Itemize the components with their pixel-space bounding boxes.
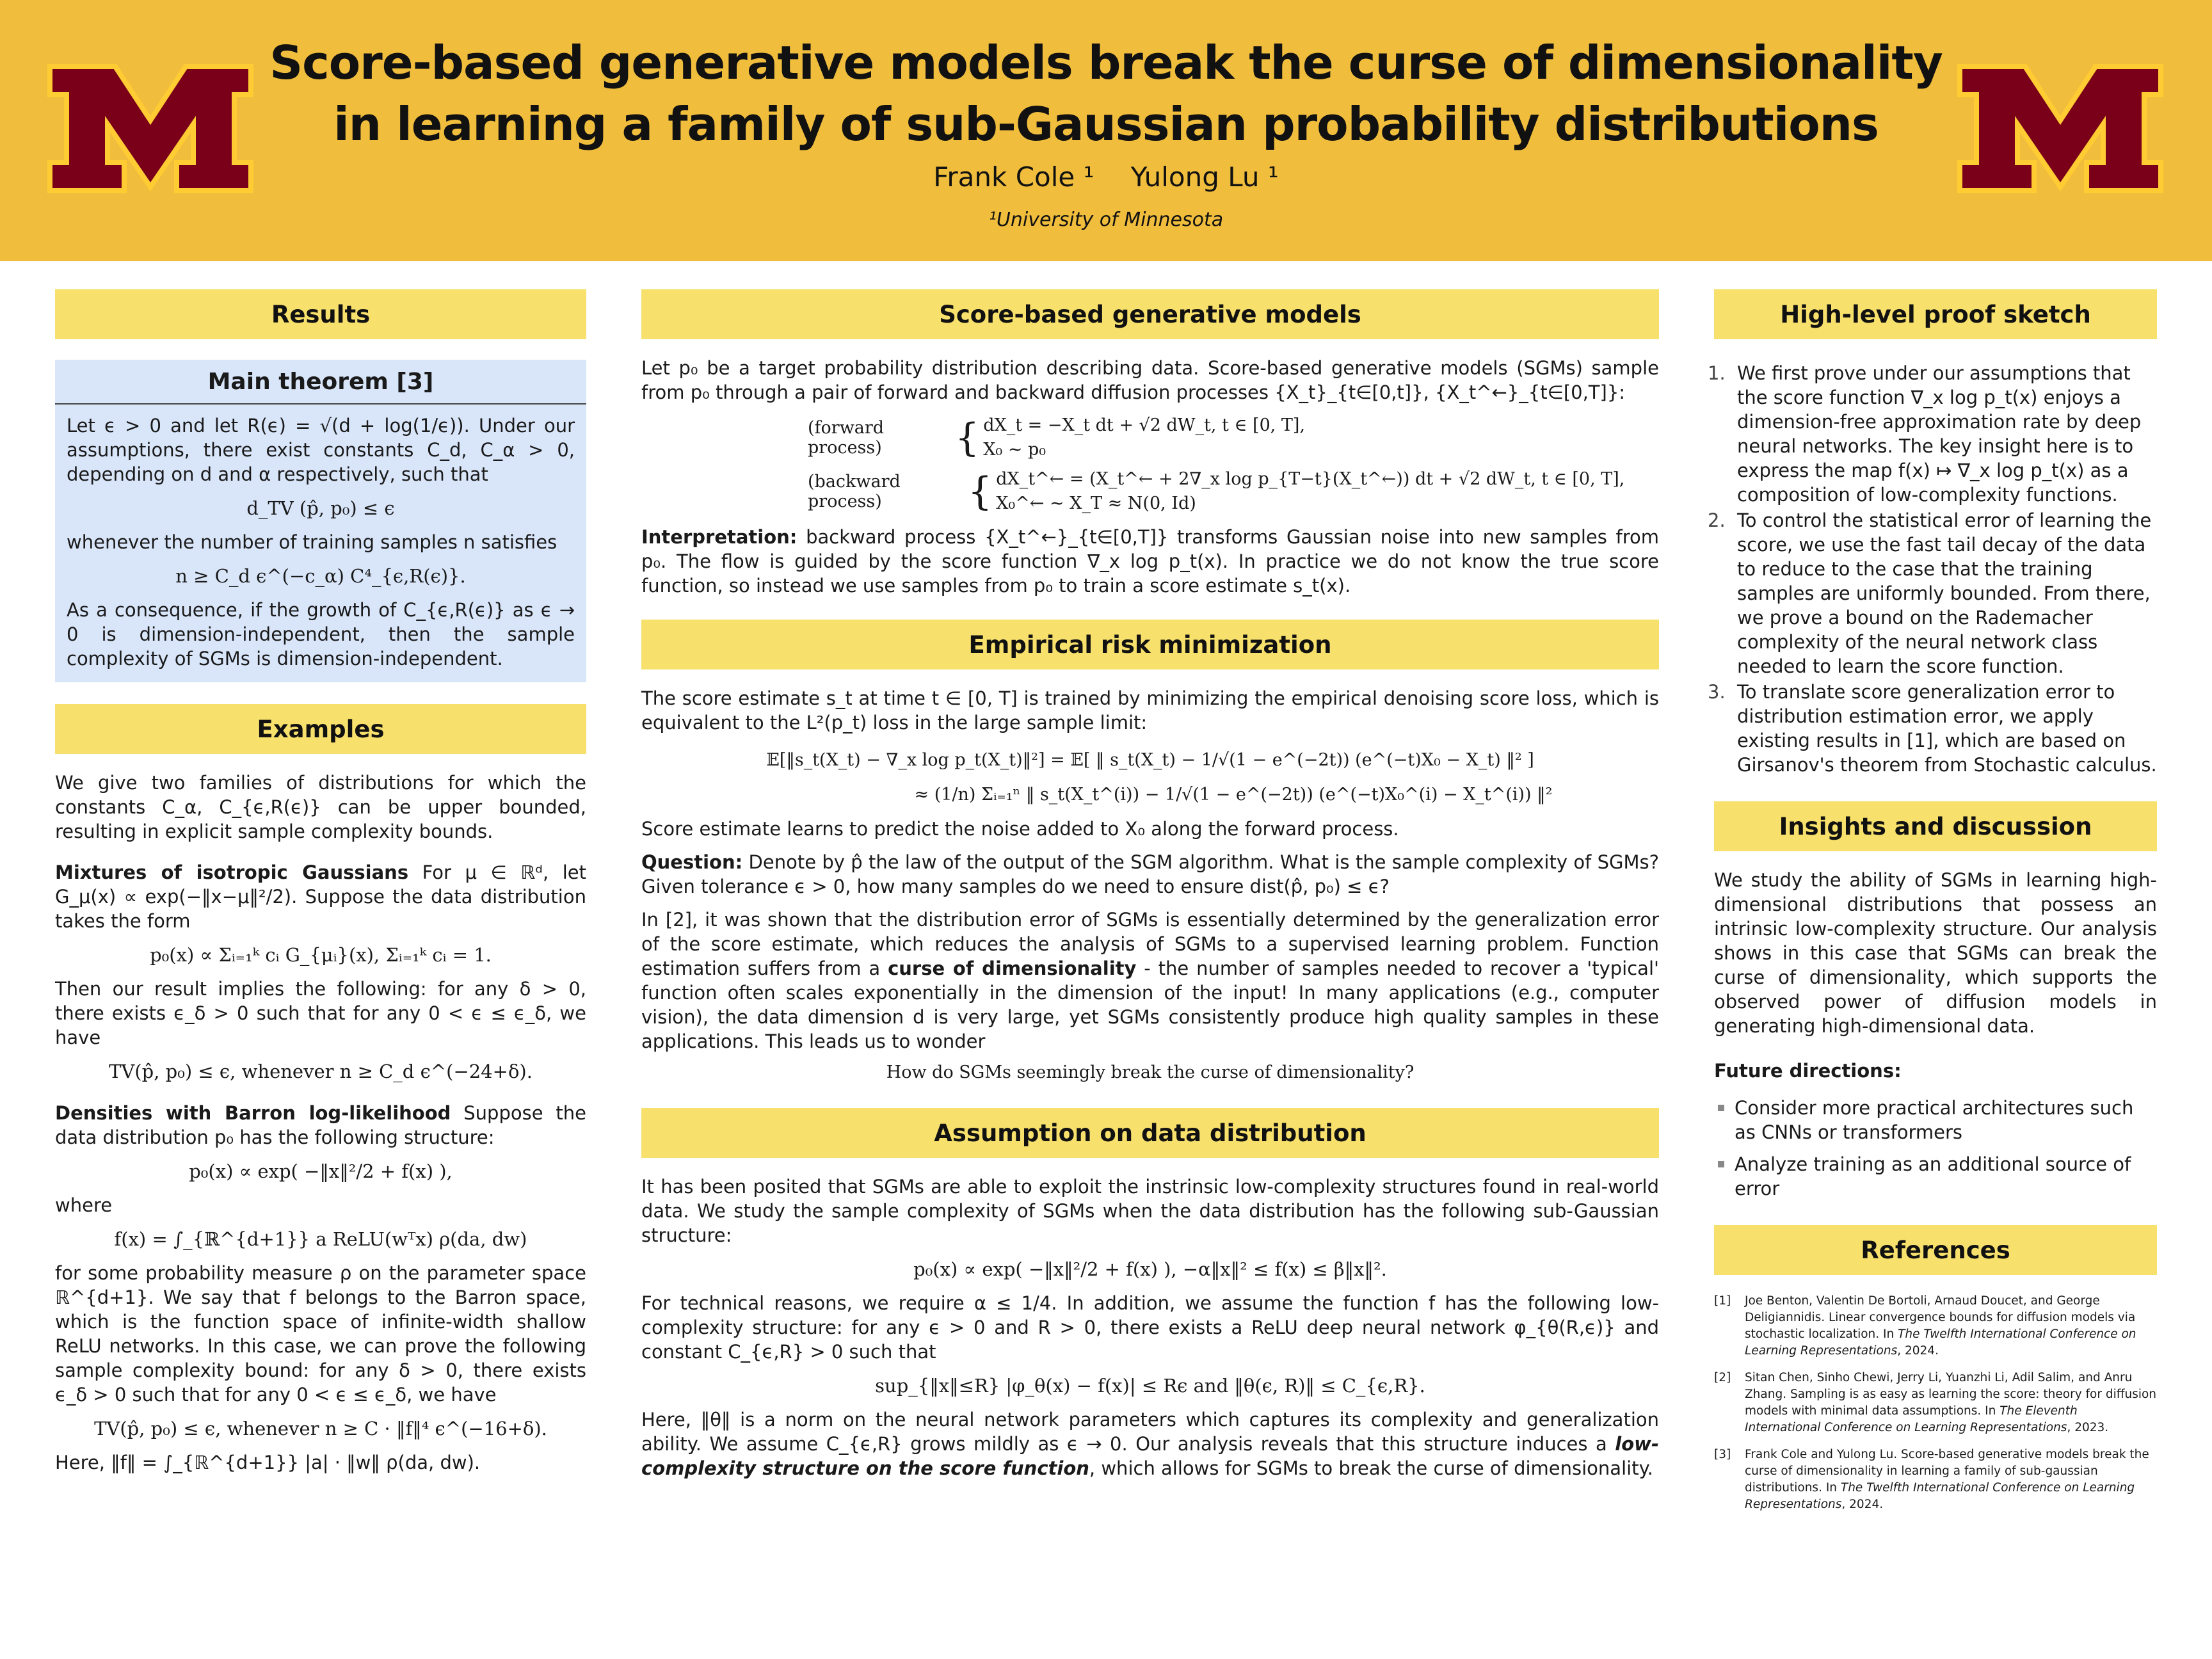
paragraph	[641, 1407, 1659, 1480]
left-brace: {	[968, 469, 993, 514]
theorem-equation: d_TV (p̂, p₀) ≤ ϵ	[246, 497, 395, 519]
reference-number: [1]	[1714, 1294, 1731, 1308]
section-heading-references: References	[1714, 1225, 2157, 1275]
process-equation: X₀^← ∼ X_T ≈ N(0, Id)	[996, 493, 1196, 513]
step-text: To translate score generalization error to distribution estimation error, we apply existing results in [1], which are based on Girsanov's theorem from Stochastic calculus.	[1737, 681, 2157, 776]
poster-header	[0, 0, 2212, 261]
process-label: (forward process)	[808, 418, 885, 458]
theorem-text: whenever the number of training samples n satisfies	[67, 531, 557, 553]
proof-steps	[1708, 361, 2157, 777]
right-column	[1708, 289, 2157, 1523]
reference-text: Sitan Chen, Sinho Chewi, Jerry Li, Yuanzhi Li, Adil Salim, and Anru Zhang. Sampling is as easy as learning the score: theory for diffusion models with minimal data assumptions. In	[1745, 1371, 2157, 1418]
reference-item	[1714, 1293, 2157, 1359]
process-equation: dX_t = −X_t dt + √2 dW_t, t ∈ [0, T],	[983, 415, 1306, 435]
paragraph: Let p₀ be a target probability distribution describing data. Score-based generative models (SGMs) sample from p₀ through a pair of forward and backward diffusion processes {X_t}_{t∈[0,t]}, {X_t^←}_{t∈[0,T]}:	[641, 357, 1659, 403]
question-label: Question:	[641, 851, 743, 873]
theorem-consequence: As a consequence, if the growth of C_{ϵ,R(ϵ)} as ϵ → 0 is dimension-independent, then the sample complexity of SGMs is dimension-independent.	[67, 599, 575, 669]
reference-venue: The Twelfth International Conference on Learning Representations	[1745, 1481, 2135, 1511]
section-heading-assumption: Assumption on data distribution	[641, 1108, 1659, 1158]
example-barron	[55, 1101, 586, 1150]
paragraph: Score estimate learns to predict the noise added to X₀ along the forward process.	[641, 818, 1399, 840]
interpretation	[641, 525, 1659, 598]
reference-venue: The Eleventh International Conference on Learning Representations	[1745, 1404, 2078, 1434]
references-list	[1714, 1293, 2157, 1513]
step-number: 3.	[1708, 681, 1726, 703]
process-equation: dX_t^← = (X_t^← + 2∇_x log p_{T−t}(X_t^←)) dt + √2 dW_t, t ∈ [0, T],	[996, 469, 1625, 489]
paragraph: The score estimate s_t at time t ∈ [0, T] is trained by minimizing the empirical denoising score loss, which is equivalent to the L²(p_t) loss in the large sample limit:	[641, 687, 1659, 733]
reference-text: Frank Cole and Yulong Lu. Score-based generative models break the curse of dimensionality in learning a family of sub-gaussian distributions. In	[1745, 1448, 2149, 1495]
equation: p₀(x) ∝ exp( −‖x‖²/2 + f(x) ), −α‖x‖² ≤ f(x) ≤ β‖x‖².	[913, 1258, 1387, 1280]
equation: f(x) = ∫_{ℝ^{d+1}} a ReLU(wᵀx) ρ(da, dw)	[114, 1228, 527, 1250]
future-directions-heading: Future directions:	[1714, 1060, 1902, 1082]
university-m-logo	[45, 61, 256, 196]
process-label: (backward process)	[808, 472, 901, 511]
author-2: Yulong Lu ¹	[1130, 161, 1279, 193]
step-text: We first prove under our assumptions that the score function ∇_x log p_t(x) enjoys a dimension-free approximation rate by deep neural networks. The key insight here is to express the map f(x) ↦ ∇_x log p_t(x) as a composition of low-complexity functions.	[1737, 362, 2142, 506]
section-heading-examples: Examples	[55, 704, 586, 754]
paragraph: We study the ability of SGMs in learning high-dimensional distributions that possess an intrinsic low-complexity structure. Our analysis shows in this case that SGMs can break the curse of dimensionality, which supports the observed power of diffusion models in generating high-dimensional data.	[1714, 869, 2157, 1037]
equation: TV(p̂, p₀) ≤ ϵ, whenever n ≥ C · ‖f‖⁴ ϵ^(−16+δ).	[94, 1418, 547, 1439]
reference-number: [3]	[1714, 1448, 1731, 1461]
equation: TV(p̂, p₀) ≤ ϵ, whenever n ≥ C_d ϵ^(−24+δ).	[109, 1061, 533, 1082]
paragraph: For technical reasons, we require α ≤ 1/4. In addition, we assume the function f has the following low-complexity structure: for any ϵ > 0 and R > 0, there exists a ReLU deep neural network φ_{θ(R,ϵ)} and constant C_{ϵ,R} > 0 such that	[641, 1292, 1659, 1363]
loss-equation: ≈ (1/n) Σᵢ₌₁ⁿ ‖ s_t(X_t^(i)) − 1/√(1 − e^(−2t)) (e^(−t)X₀^(i) − X_t^(i)) ‖²	[914, 785, 1553, 805]
equation: p₀(x) ∝ exp( −‖x‖²/2 + f(x) ),	[189, 1160, 453, 1182]
title-line-1: Score-based generative models break the curse of dimensionality	[269, 36, 1943, 90]
forward-process	[808, 413, 1659, 462]
section-heading-results: Results	[55, 289, 586, 339]
paragraph: Then our result implies the following: for any δ > 0, there exists ϵ_δ > 0 such that for any 0 < ϵ ≤ ϵ_δ, we have	[55, 978, 586, 1048]
reference-year: , 2024.	[1841, 1498, 1884, 1511]
affiliation: ¹University of Minnesota	[988, 209, 1224, 231]
step-number: 1.	[1708, 362, 1726, 384]
poster-title	[243, 32, 1969, 155]
backward-process	[808, 467, 1659, 516]
proof-step	[1708, 680, 2157, 777]
paragraph: where	[55, 1194, 113, 1216]
title-line-2: in learning a family of sub-Gaussian probability distributions	[333, 97, 1879, 151]
emphasis: low-complexity structure on the score function	[641, 1433, 1659, 1479]
author-1: Frank Cole ¹	[933, 161, 1094, 193]
left-column	[55, 289, 586, 1475]
reference-year: , 2023.	[2067, 1421, 2109, 1434]
text-span: - the number of samples needed to recover a 'typical' function often scales exponentially in the dimension of the input! In many applications (e.g., computer vision), the data dimension d is very large, yet SGMs consistently produce high quality samples in these applications. This leads us to wonder	[641, 958, 1659, 1052]
paragraph: for some probability measure ρ on the parameter space ℝ^{d+1}. We say that f belongs to the Barron space, which is the function space of infinite-width shallow ReLU networks. In this case, we can prove the following sample complexity bound: for any δ > 0, there exists ϵ_δ > 0 such that for any 0 < ϵ ≤ ϵ_δ, we have	[55, 1262, 586, 1406]
university-m-logo	[1955, 61, 2166, 196]
proof-step	[1708, 508, 2157, 678]
main-theorem-box	[55, 360, 586, 682]
equation: sup_{‖x‖≤R} |φ_θ(x) − f(x)| ≤ Rϵ and ‖θ(ϵ, R)‖ ≤ C_{ϵ,R}.	[875, 1375, 1425, 1397]
paragraph	[641, 908, 1659, 1054]
future-direction-item: Analyze training as an additional source of error	[1714, 1152, 2157, 1201]
process-equation: X₀ ∼ p₀	[983, 440, 1046, 460]
section-heading-sgm: Score-based generative models	[641, 289, 1659, 339]
proof-step	[1708, 361, 2157, 507]
example-text: For μ ∈ ℝᵈ, let G_μ(x) ∝ exp(−‖x−μ‖²/2). Suppose the data distribution takes the form	[55, 862, 587, 932]
text-span: Here, ‖θ‖ is a norm on the neural network parameters which captures its complexity and generalization ability. We assume C_{ϵ,R} grows mildly as ϵ → 0. Our analysis reveals that this structure induces a	[641, 1409, 1659, 1455]
example-text: Suppose the data distribution p₀ has the following structure:	[55, 1102, 586, 1148]
question	[641, 850, 1659, 899]
reference-year: , 2024.	[1897, 1344, 1939, 1358]
theorem-equation: n ≥ C_d ϵ^(−c_α) C⁴_{ϵ,R(ϵ)}.	[175, 565, 466, 587]
examples-intro: We give two families of distributions for which the constants C_α, C_{ϵ,R(ϵ)} can be upper bounded, resulting in explicit sample complexity bounds.	[55, 772, 586, 842]
interpretation-label: Interpretation:	[641, 526, 797, 548]
emphasis: curse of dimensionality	[888, 958, 1137, 979]
future-direction-item: Consider more practical architectures such as CNNs or transformers	[1714, 1096, 2157, 1144]
theorem-text: Let ϵ > 0 and let R(ϵ) = √(d + log(1/ϵ)). Under our assumptions, there exist constants C_d, C_α > 0, depending on d and α respectively, such that	[67, 415, 575, 485]
central-question: How do SGMs seemingly break the curse of dimensionality?	[886, 1062, 1415, 1082]
left-brace: {	[955, 415, 980, 460]
step-text: To control the statistical error of learning the score, we use the fast tail decay of the data to reduce to the case that the training samples are uniformly bounded. From there, we prove a bound on the Rademacher complexity of the neural network class needed to learn the score function.	[1737, 509, 2152, 677]
question-text: Denote by p̂ the law of the output of the SGM algorithm. What is the sample complexity of SGMs? Given tolerance ϵ > 0, how many samples do we need to ensure dist(p̂, p₀) ≤ ϵ?	[641, 851, 1659, 897]
text-span: In [2], it was shown that the distribution error of SGMs is essentially determined by the generalization error of the score estimate, which reduces the analysis of SGMs to a supervised learning problem. Function estimation suffers from a	[641, 909, 1659, 979]
section-heading-proof: High-level proof sketch	[1714, 289, 2157, 339]
future-directions-list	[1714, 1096, 2157, 1201]
example-heading: Densities with Barron log-likelihood	[55, 1102, 451, 1124]
reference-venue: The Twelfth International Conference on Learning Representations	[1745, 1327, 2136, 1358]
section-heading-erm: Empirical risk minimization	[641, 620, 1659, 669]
reference-number: [2]	[1714, 1371, 1731, 1384]
text-span: , which allows for SGMs to break the curse of dimensionality.	[1089, 1457, 1653, 1479]
reference-item	[1714, 1370, 2157, 1436]
example-heading: Mixtures of isotropic Gaussians	[55, 862, 409, 883]
authors	[243, 161, 1969, 193]
equation: p₀(x) ∝ Σᵢ₌₁ᵏ cᵢ G_{μᵢ}(x), Σᵢ₌₁ᵏ cᵢ = 1.	[150, 944, 492, 966]
reference-item	[1714, 1447, 2157, 1513]
reference-text: Joe Benton, Valentin De Bortoli, Arnaud Doucet, and George Deligiannidis. Linear convergence bounds for diffusion models via stochastic localization. In	[1745, 1294, 2136, 1341]
example-gaussian-mixture	[55, 860, 586, 933]
section-heading-insights: Insights and discussion	[1714, 801, 2157, 851]
interpretation-text: backward process {X_t^←}_{t∈[0,T]} transforms Gaussian noise into new samples from p₀. The flow is guided by the score function ∇_x log p_t(x). In practice we do not know the true score function, so instead we use samples from p₀ to train a score estimate s_t(x).	[641, 526, 1659, 597]
step-number: 2.	[1708, 509, 1726, 531]
theorem-title: Main theorem [3]	[55, 360, 586, 405]
paragraph: It has been posited that SGMs are able to exploit the instrinsic low-complexity structures found in real-world data. We study the sample complexity of SGMs when the data distribution has the following sub-Gaussian structure:	[641, 1176, 1659, 1246]
loss-equation: 𝔼[‖s_t(X_t) − ∇_x log p_t(X_t)‖²] = 𝔼[ ‖ s_t(X_t) − 1/√(1 − e^(−2t)) (e^(−t)X₀ − X_t) ‖² ]	[766, 750, 1534, 770]
middle-column	[641, 289, 1659, 1480]
paragraph: Here, ‖f‖ = ∫_{ℝ^{d+1}} |a| · ‖w‖ ρ(da, dw).	[55, 1452, 481, 1473]
